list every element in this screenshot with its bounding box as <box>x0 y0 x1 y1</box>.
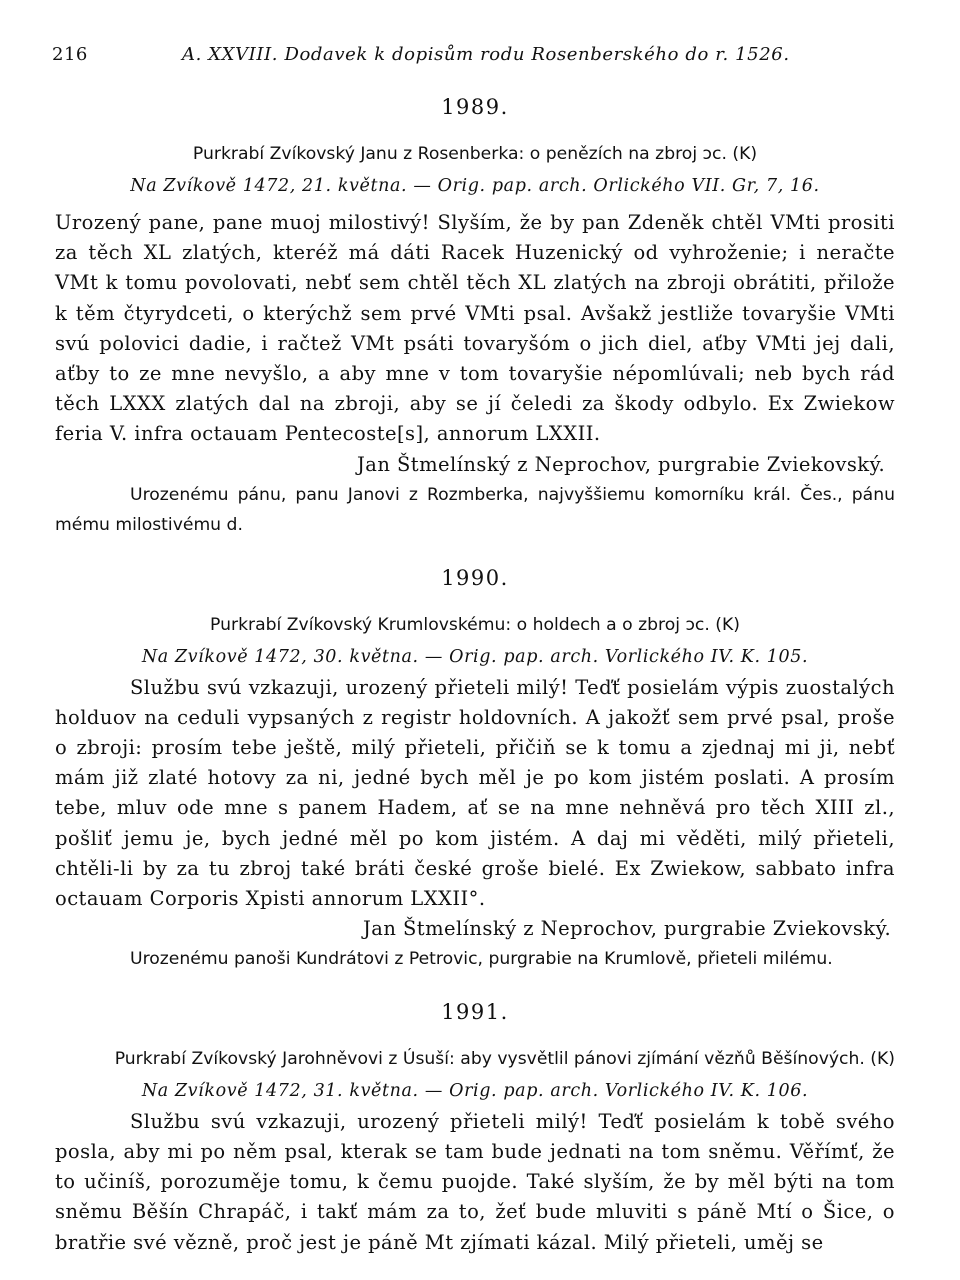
running-title: A. XXVIII. Dodavek k dopisům rodu Rosenberského do r. 1526. <box>182 44 790 65</box>
page-body <box>55 92 895 1258</box>
page-number: 216 <box>52 44 88 65</box>
letter-signature: Jan Štmelínský z Neprochov, purgrabie Zviekovský. <box>363 917 892 941</box>
letter-1991 <box>55 997 895 1258</box>
letter-text: Službu svú vzkazuji, urozený přieteli milý! Teďť posielám k tobě svého posla, aby mi po něm psal, kterak se tam bude jednati na tom sněmu. Věřímť, že to učiníš, porozuměje tomu, k čemu puojde. Také slyším, že by měl býti na tom sněmu Běšín Chrapáč, i takť mám za to, žeť bude mluviti s páně Mtí o Šice, o bratřie své vězně, proč jest je páně Mt zjímati kázal. Milý přieteli, uměj se <box>55 1109 895 1254</box>
letter-heading: Purkrabí Zvíkovský Janu z Rosenberka: o penězích na zbroj ɔc. (K) <box>192 144 758 164</box>
letter-text: Službu svú vzkazuji, urozený přieteli milý! Teďť posielám výpis zuostalých holduov na ceduli vypsaných z registr holdovních. A jakožť sem prvé psal, proše o zbroji: prosím tebe ještě, milý přieteli, přičiň se k tomu a zjednaj mi ji, nebť mám již zlaté hotovy za ni, jedné bych měl je po kom jistém poslati. A prosím tebe, mluv ode mne s panem Hadem, ať se na mne nehněvá pro těch XIII zl., pošliť jemu je, bych jedné měl po kom jistém. A daj mi věděti, milý přieteli, chtěli-li by za tu zbroj také bráti české groše bielé. Ex Zwiekow, sabbato infra octauam Corporis Xpisti annorum LXXII°. <box>55 675 895 911</box>
letter-number: 1990. <box>441 565 509 590</box>
letter-source: Na Zvíkově 1472, 31. května. — Orig. pap. arch. Vorlického IV. K. 106. <box>141 1080 809 1101</box>
letter-source: Na Zvíkově 1472, 21. května. — Orig. pap. arch. Orlického VII. Gr, 7, 16. <box>130 176 820 196</box>
letter-address: Urozenému panoši Kundrátovi z Petrovic, purgrabie na Krumlově, přieteli milému. <box>130 949 833 970</box>
letter-heading: Purkrabí Zvíkovský Jarohněvovi z Úsuší: aby vysvětlil pánovi zjímání vězňů Běšínových. (K) <box>114 1048 895 1069</box>
letter-1990 <box>55 563 895 975</box>
letter-heading: Purkrabí Zvíkovský Krumlovskému: o holdech a o zbroj ɔc. (K) <box>210 614 740 635</box>
letter-signature: Jan Štmelínský z Neprochov, purgrabie Zviekovský. <box>357 452 886 476</box>
letter-number: 1991. <box>441 999 509 1024</box>
letter-source: Na Zvíkově 1472, 30. května. — Orig. pap. arch. Vorlického IV. K. 105. <box>141 646 809 667</box>
page-header <box>52 44 912 74</box>
letter-number: 1989. <box>441 95 509 119</box>
letter-address: Urozenému pánu, panu Janovi z Rozmberka, najvyššiemu komorníku král. Čes., pánu mému milostivému d. <box>55 484 895 536</box>
letter-text: Urozený pane, pane muoj milostivý! Slyším, že by pan Zdeněk chtěl VMti prositi za těch XL zlatých, kteréž má dáti Racek Huzenický od vyhroženie; i neračte VMt k tomu povolovati, nebť sem chtěl těch XL zlatých na zbroji obrátiti, přilože k těm čtyrydceti, o kterýchž sem prvé VMti psal. Avšakž jestliže tovaryšie VMti svú polovici dadie, i račtež VMt psáti tovaryšóm o jich diel, aťby VMti jej dali, aťby to ze mne nevyšlo, a aby mne v tom tovaryšie népomlúvali; neb bych rád těch LXXX zlatých dal na zbroji, aby se jí čeledi za škody odbylo. Ex Zwiekow feria V. infra octauam Pentecoste[s], annorum LXXII. <box>55 211 895 446</box>
letter-1989 <box>55 92 895 541</box>
